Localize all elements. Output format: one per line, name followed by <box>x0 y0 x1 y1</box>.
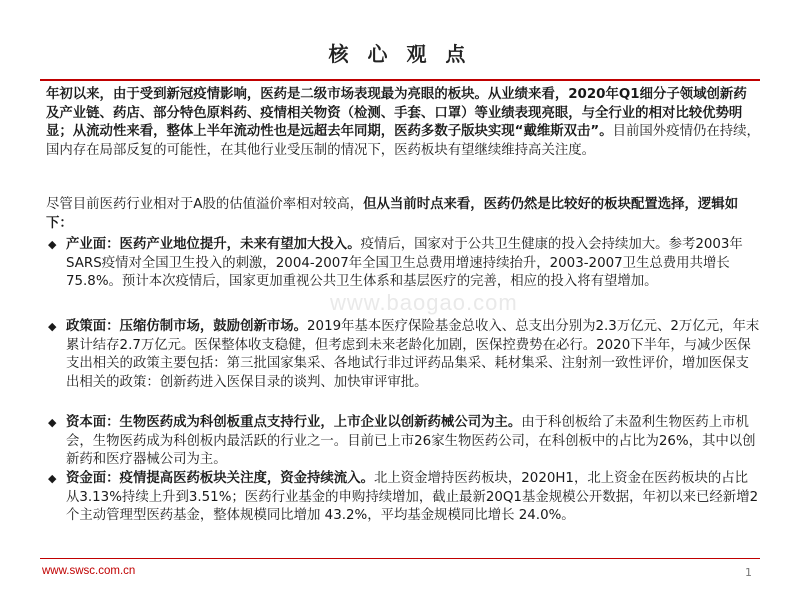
bullet-capital-text: 由于科创板给了未盈利生物医药上市机会，生物医药成为科创板内最活跃的行业之一。目前已上市26家生物医药公司，在科创板中的占比为26%，其中以创新药和医疗器械公司为主。 <box>66 415 756 468</box>
bullet-funds-heading: 资金面：疫情提高医药板块关注度，资金持续流入。 <box>66 471 374 486</box>
bullet-policy-heading: 政策面：压缩仿制市场，鼓励创新市场。 <box>66 319 308 334</box>
bullet-funds-text: 北上资金增持医药板块，2020H1，北上资金在医药板块的占比从3.13%持续上升到3.51%；医药行业基金的申购持续增加，截止最新20Q1基金规模公开数据，年初以来已经新增2个主动管理型医药基金，整体规模同比增加 43.2%，平均基金规模同比增长 24.0%。 <box>66 471 759 524</box>
summary-bold-text: 年初以来，由于受到新冠疫情影响，医药是二级市场表现最为亮眼的板块。从业绩来看，2020年Q1细分子领域创新药及产业链、药店、部分特色原料药、疫情相关物资（检测、手套、口罩）等业绩表现亮眼，与全行业的相对比较优势明显；从流动性来看，整体上半年流动性也是远超去年同期，医药多数子版块实现“戴维斯双击”。 <box>46 87 747 140</box>
footer-url: www.swsc.com.cn <box>42 565 136 577</box>
bullet-policy-text: 2019年基本医疗保险基金总收入、总支出分别为2.3万亿元、2万亿元，年末累计结存2.7万亿元。医保整体收支稳健，但考虑到未来老龄化加剧，医保控费势在必行。2020下半年，与减少医保支出相关的政策主要包括：第三批国家集采、各地试行非过评药品集采、耗材集采、注射剂一致性评价，增加医保支出相关的政策：创新药进入医保目录的谈判、加快审评审批。 <box>66 319 760 390</box>
bullet-capital-heading: 资本面：生物医药成为科创板重点支持行业，上市企业以创新药械公司为主。 <box>66 415 522 430</box>
page-number: 1 <box>745 566 752 579</box>
page-title: 核 心 观 点 <box>328 42 472 66</box>
diamond-bullet-icon: ◆ <box>48 238 57 251</box>
bullet-capital <box>46 414 760 470</box>
footer-divider <box>40 558 760 559</box>
diamond-bullet-icon: ◆ <box>48 416 57 429</box>
diamond-bullet-icon: ◆ <box>48 472 57 485</box>
summary-normal-text: 目前国外疫情仍在持续，国内存在局部反复的可能性，在其他行业受压制的情况下，医药板块有望继续维持高关注度。 <box>46 124 760 158</box>
logic-intro-paragraph <box>46 196 760 233</box>
logic-intro-normal-text: 尽管目前医药行业相对于A股的估值溢价率相对较高， <box>46 197 364 212</box>
bullet-policy <box>46 318 760 392</box>
bullet-funds <box>46 470 760 526</box>
diamond-bullet-icon: ◆ <box>48 320 57 333</box>
title-divider <box>40 79 760 81</box>
summary-paragraph <box>46 86 760 160</box>
bullet-industry-heading: 产业面：医药产业地位提升，未来有望加大投入。 <box>66 237 361 252</box>
watermark: www.baogao.com <box>330 290 518 315</box>
bullet-industry-text: 疫情后，国家对于公共卫生健康的投入会持续加大。参考2003年SARS疫情对全国卫生投入的刺激，2004-2007年全国卫生总费用增速持续抬升，2003-2007卫生总费用共增长75.8%。预计本次疫情后，国家更加重视公共卫生体系和基层医疗的完善，相应的投入将有望增加。 <box>66 237 743 290</box>
logic-intro-bold-text: 但从当前时点来看，医药仍然是比较好的板块配置选择，逻辑如下： <box>46 197 739 231</box>
bullet-industry <box>46 236 760 292</box>
